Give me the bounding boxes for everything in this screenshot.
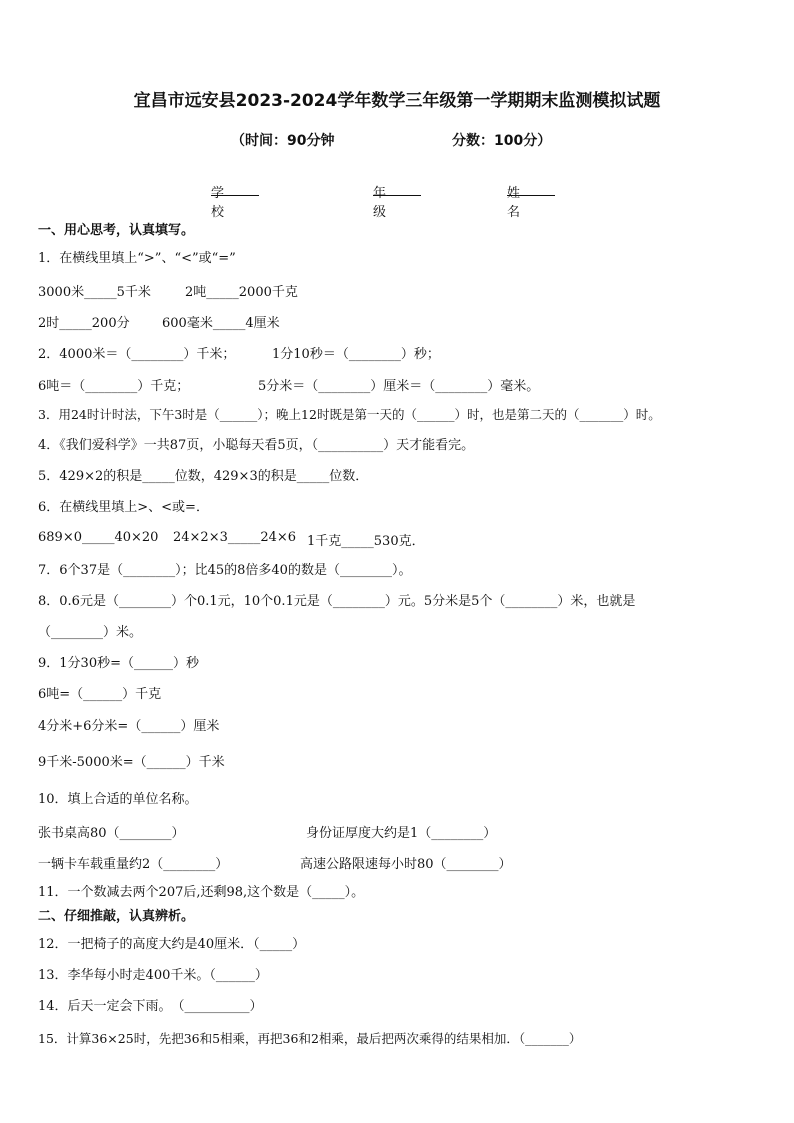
question-10d: 高速公路限速每小时80（________） xyxy=(300,857,512,872)
question-2b: 1分10秒＝（________）秒； xyxy=(272,347,440,362)
question-2c: 6吨＝（________）千克； xyxy=(38,379,190,394)
section1-heading: 一、用心思考，认真填写。 xyxy=(38,223,195,238)
question-6: 6．在横线里填上>、<或=． xyxy=(38,500,209,515)
question-12: 12．一把椅子的高度大约是40厘米．（_____） xyxy=(38,937,306,952)
question-9c: 4分米+6分米=（______）厘米 xyxy=(38,719,220,734)
question-14: 14．后天一定会下雨。 （__________） xyxy=(38,999,263,1014)
question-6a: 689×0_____40×20 xyxy=(38,530,159,545)
question-4: 4．《我们爱科学》一共87页，小聪每天看5页，（__________）天才能看完。 xyxy=(38,438,475,453)
question-13: 13．李华每小时走400千米。（______） xyxy=(38,968,268,983)
question-9d: 9千米-5000米=（______）千米 xyxy=(38,755,225,770)
question-10c: 一辆卡车载重量约2（________） xyxy=(38,857,229,872)
question-1: 1．在横线里填上“>”、“<”或“=” xyxy=(38,251,236,266)
question-9a: 9．1分30秒=（______）秒 xyxy=(38,656,199,671)
question-1c: 2时_____200分 xyxy=(38,316,130,331)
section2-heading: 二、仔细推敲，认真辨析。 xyxy=(38,909,195,924)
question-11: 11．一个数减去两个207后,还剩98,这个数是（_____）。 xyxy=(38,885,365,900)
question-6b: 24×2×3_____24×6 xyxy=(173,530,297,545)
question-10: 10．填上合适的单位名称。 xyxy=(38,792,198,807)
question-1a: 3000米_____5千米 xyxy=(38,285,151,300)
question-1d: 600毫米_____4厘米 xyxy=(162,316,280,331)
question-2a: 2．4000米＝（________）千米； xyxy=(38,347,236,362)
question-10a: 张书桌高80（________） xyxy=(38,826,185,841)
question-6c: 1千克_____530克． xyxy=(307,534,425,549)
question-3: 3．用24时计时法，下午3时是（______）；晚上12时既是第一天的（______）时，也是第二天的（_______）时。 xyxy=(38,407,661,422)
school-blank xyxy=(211,182,259,196)
question-8a: 8．0.6元是（________）个0.1元，10个0.1元是（________）元。5分米是5个（________）米，也就是 xyxy=(38,594,636,609)
question-9b: 6吨=（______）千克 xyxy=(38,687,162,702)
grade-blank xyxy=(373,182,421,196)
question-7: 7．6个37是（________）；比45的8倍多40的数是（________）。 xyxy=(38,563,412,578)
school-label: 学校 xyxy=(211,186,225,220)
name-blank xyxy=(507,182,555,196)
exam-time: （时间：90分钟 xyxy=(231,133,335,149)
exam-title: 宜昌市远安县2023-2024学年数学三年级第一学期期末监测模拟试题 xyxy=(133,91,661,111)
question-8b: （________）米。 xyxy=(38,625,143,640)
question-15: 15．计算36×25时，先把36和5相乘，再把36和2相乘，最后把两次乘得的结果相加．（_______） xyxy=(38,1031,582,1046)
grade-label: 年级 xyxy=(373,186,387,220)
question-1b: 2吨_____2000千克 xyxy=(185,285,298,300)
question-5: 5．429×2的积是_____位数，429×3的积是_____位数． xyxy=(38,469,369,484)
question-10b: 身份证厚度大约是1（________） xyxy=(306,826,497,841)
name-label: 姓名 xyxy=(507,186,521,220)
question-2d: 5分米＝（________）厘米＝（________）毫米。 xyxy=(258,379,540,394)
exam-score: 分数：100分） xyxy=(452,133,552,149)
